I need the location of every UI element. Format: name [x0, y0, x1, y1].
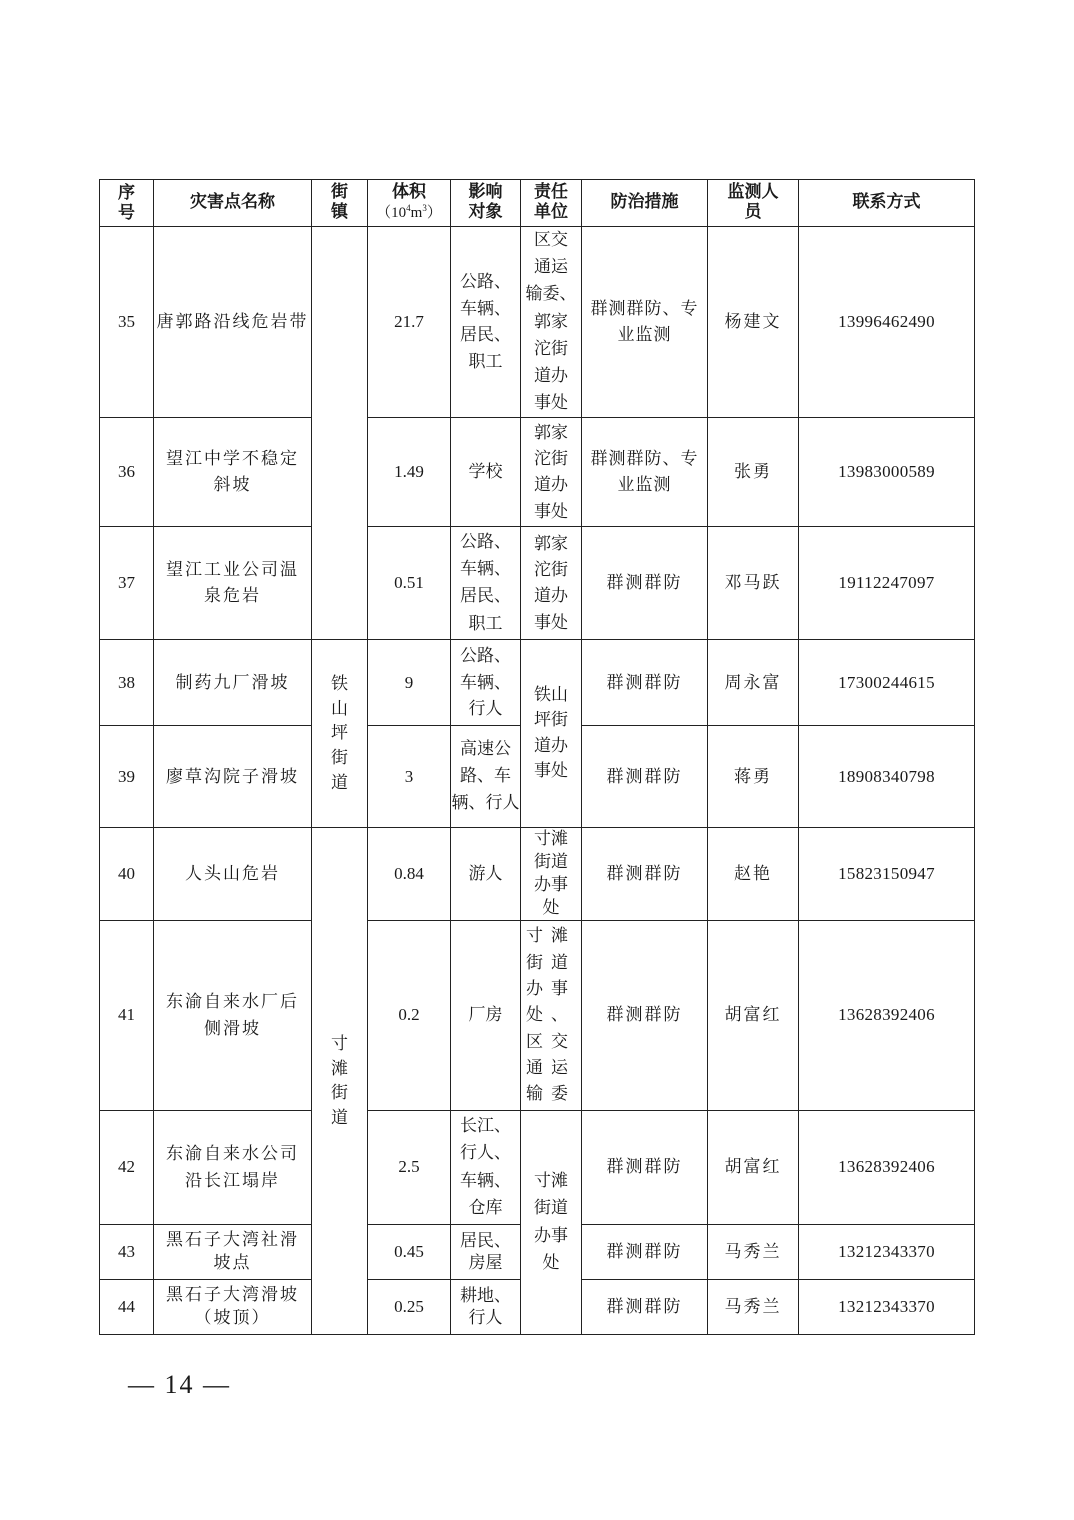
cell-volume: 0.2 — [368, 921, 451, 1111]
cell-volume: 0.25 — [368, 1280, 451, 1335]
cell-monitor: 周永富 — [708, 640, 799, 726]
table-row — [100, 527, 975, 640]
header-name: 灾害点名称 — [154, 180, 312, 227]
cell-seq: 37 — [100, 527, 154, 640]
table-row — [100, 1111, 975, 1225]
cell-name: 人头山危岩 — [154, 828, 312, 921]
table-row — [100, 227, 975, 418]
header-contact: 联系方式 — [799, 180, 975, 227]
cell-contact: 19112247097 — [799, 527, 975, 640]
cell-affected: 高速公 路、车 辆、行人 — [451, 726, 521, 828]
header-street: 街 镇 — [312, 180, 368, 227]
cell-measures: 群测群防 — [582, 527, 708, 640]
cell-volume: 21.7 — [368, 227, 451, 418]
cell-affected: 学校 — [451, 418, 521, 527]
cell-seq: 36 — [100, 418, 154, 527]
cell-name: 东渝自来水公司 沿长江塌岸 — [154, 1111, 312, 1225]
cell-contact: 13628392406 — [799, 921, 975, 1111]
cell-seq: 41 — [100, 921, 154, 1111]
cell-name: 廖草沟院子滑坡 — [154, 726, 312, 828]
cell-seq: 39 — [100, 726, 154, 828]
cell-unit: 寸滩 街道 办事 处、 区交 通运 输委 — [521, 921, 582, 1111]
cell-affected: 长江、 行人、 车辆、 仓库 — [451, 1111, 521, 1225]
cell-contact: 13212343370 — [799, 1280, 975, 1335]
header-unit: 责任 单位 — [521, 180, 582, 227]
table-header-row — [100, 180, 975, 227]
cell-affected: 公路、 车辆、 居民、 职工 — [451, 527, 521, 640]
header-affected: 影响 对象 — [451, 180, 521, 227]
cell-volume: 0.51 — [368, 527, 451, 640]
cell-unit: 郭家 沱街 道办 事处 — [521, 527, 582, 640]
table-row — [100, 921, 975, 1111]
cell-unit: 区交 通运 输委、 郭家 沱街 道办 事处 — [521, 227, 582, 418]
cell-monitor: 马秀兰 — [708, 1225, 799, 1280]
cell-seq: 40 — [100, 828, 154, 921]
cell-monitor: 张勇 — [708, 418, 799, 527]
cell-contact: 15823150947 — [799, 828, 975, 921]
cell-monitor: 杨建文 — [708, 227, 799, 418]
table-row — [100, 640, 975, 726]
cell-measures: 群测群防 — [582, 726, 708, 828]
cell-street-empty — [312, 227, 368, 640]
cell-volume: 0.84 — [368, 828, 451, 921]
cell-seq: 35 — [100, 227, 154, 418]
cell-name: 东渝自来水厂后 侧滑坡 — [154, 921, 312, 1111]
cell-affected: 耕地、 行人 — [451, 1280, 521, 1335]
cell-volume: 1.49 — [368, 418, 451, 527]
cell-monitor: 赵艳 — [708, 828, 799, 921]
cell-unit: 郭家 沱街 道办 事处 — [521, 418, 582, 527]
cell-monitor: 胡富红 — [708, 921, 799, 1111]
cell-measures: 群测群防、专 业监测 — [582, 418, 708, 527]
cell-monitor: 胡富红 — [708, 1111, 799, 1225]
cell-affected: 居民、 房屋 — [451, 1225, 521, 1280]
cell-unit: 寸滩 街道 办事 处 — [521, 828, 582, 921]
cell-monitor: 马秀兰 — [708, 1280, 799, 1335]
cell-name: 望江工业公司温 泉危岩 — [154, 527, 312, 640]
cell-contact: 13983000589 — [799, 418, 975, 527]
cell-contact: 13628392406 — [799, 1111, 975, 1225]
cell-street-cuntan: 寸 滩 街 道 — [312, 828, 368, 1335]
cell-seq: 42 — [100, 1111, 154, 1225]
cell-measures: 群测群防 — [582, 1225, 708, 1280]
cell-seq: 44 — [100, 1280, 154, 1335]
cell-volume: 3 — [368, 726, 451, 828]
cell-monitor: 邓马跃 — [708, 527, 799, 640]
cell-affected: 公路、 车辆、 居民、 职工 — [451, 227, 521, 418]
cell-unit: 铁山 坪街 道办 事处 — [521, 640, 582, 828]
table-row — [100, 418, 975, 527]
cell-name: 唐郭路沿线危岩带 — [154, 227, 312, 418]
cell-volume: 9 — [368, 640, 451, 726]
page-number: — 14 — — [128, 1370, 231, 1399]
cell-measures: 群测群防 — [582, 1111, 708, 1225]
cell-monitor: 蒋勇 — [708, 726, 799, 828]
cell-contact: 18908340798 — [799, 726, 975, 828]
cell-contact: 13212343370 — [799, 1225, 975, 1280]
cell-unit: 寸滩 街道 办事 处 — [521, 1111, 582, 1335]
cell-contact: 17300244615 — [799, 640, 975, 726]
cell-measures: 群测群防 — [582, 640, 708, 726]
cell-name: 制药九厂滑坡 — [154, 640, 312, 726]
cell-volume: 0.45 — [368, 1225, 451, 1280]
table-row — [100, 828, 975, 921]
cell-affected: 游人 — [451, 828, 521, 921]
cell-measures: 群测群防 — [582, 1280, 708, 1335]
header-measures: 防治措施 — [582, 180, 708, 227]
cell-measures: 群测群防、专 业监测 — [582, 227, 708, 418]
cell-name: 黑石子大湾社滑 坡点 — [154, 1225, 312, 1280]
cell-affected: 厂房 — [451, 921, 521, 1111]
cell-volume: 2.5 — [368, 1111, 451, 1225]
cell-street-tieshanping: 铁 山 坪 街 道 — [312, 640, 368, 828]
cell-measures: 群测群防 — [582, 828, 708, 921]
header-monitor: 监测人 员 — [708, 180, 799, 227]
cell-seq: 43 — [100, 1225, 154, 1280]
header-volume: 体积 $(10^4m^3)$ — [368, 180, 451, 227]
header-seq: 序 号 — [100, 180, 154, 227]
cell-contact: 13996462490 — [799, 227, 975, 418]
cell-affected: 公路、 车辆、 行人 — [451, 640, 521, 726]
cell-name: 黑石子大湾滑坡 （坡顶） — [154, 1280, 312, 1335]
cell-measures: 群测群防 — [582, 921, 708, 1111]
cell-name: 望江中学不稳定 斜坡 — [154, 418, 312, 527]
cell-seq: 38 — [100, 640, 154, 726]
hazard-table — [99, 179, 975, 1335]
